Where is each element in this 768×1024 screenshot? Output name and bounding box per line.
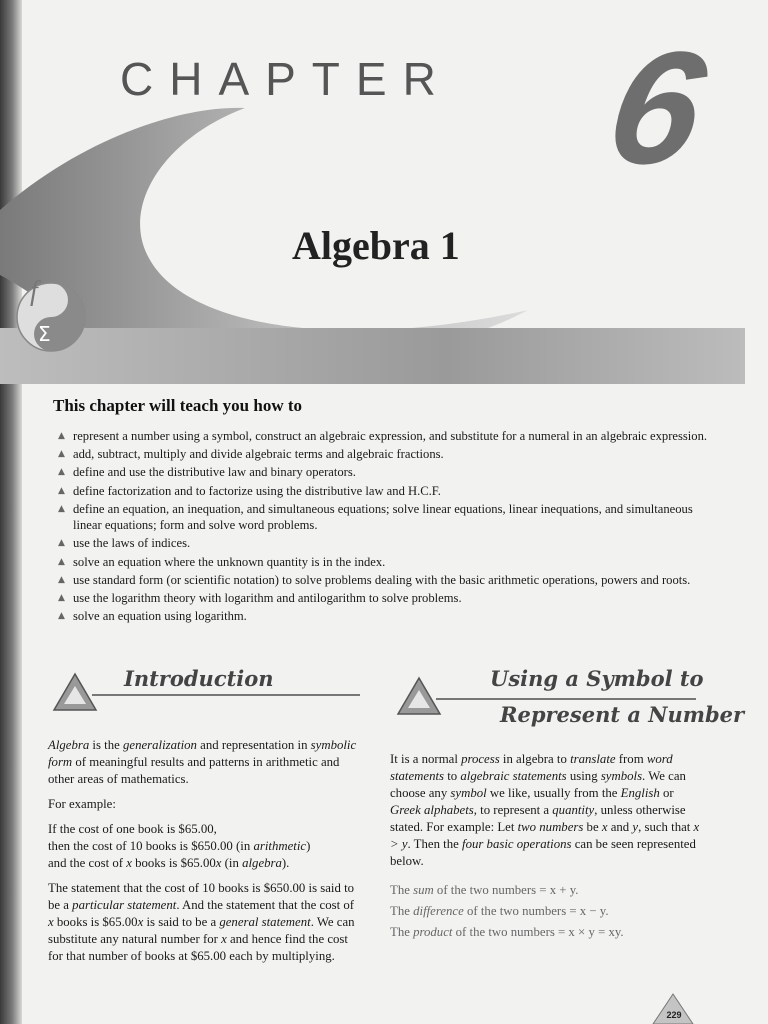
introduction-triangle-icon [52,672,98,712]
operation-line: The difference of the two numbers = x − y. [390,904,609,918]
objective-item: ▲ represent a number using a symbol, construct an algebraic expression, and substitute for a numeral in an algebraic expression. [58,428,708,444]
symbol-section-paragraph: It is a normal process in algebra to translate from word statements to algebraic statements using symbols. We can choose any symbol we like, usually from the English or Greek alphabets, to represent a quantity, unless otherwise stated. For example: Let two numbers be x and y, such that x > y. Then the four basic operations can be seen represented below. [390,752,700,868]
introduction-body [48,737,358,973]
example-statements: If the cost of one book is $65.00, then the cost of 10 books is $650.00 (in arithmetic) and the cost of x books is $65.00x (in algebra). [48,822,311,870]
objective-item: ▲ use the logarithm theory with logarithm and antilogarithm to solve problems. [58,590,708,606]
objective-item: ▲ solve an equation where the unknown quantity is in the index. [58,554,708,570]
objective-item: ▲ define factorization and to factorize using the distributive law and H.C.F. [58,483,708,499]
objectives-heading: This chapter will teach you how to [53,396,303,415]
introduction-paragraph: Algebra is the generalization and representation in symbolic form of meaningful results and patterns in arithmetic and other areas of mathematics. [48,738,357,786]
sigma-icon: Σ [38,322,51,346]
objective-item: ▲ define an equation, an inequation, and simultaneous equations; solve linear equations, linear inequations, and simultaneous linear equations; form and solve word problems. [58,501,708,534]
symbol-section-body [390,751,700,941]
statement-paragraph: The statement that the cost of 10 books is $650.00 is said to be a particular statement. And the statement that the cost of x books is $65.00x is said to be a general statement. We can substitute any natural number for x and hence find the cost for that number of books at $65.00 each by multiplying. [48,881,355,963]
chapter-label: CHAPTER [120,53,452,105]
math-symbol-icon [14,272,88,362]
objective-item: ▲ solve an equation using logarithm. [58,608,708,624]
objective-item: ▲ use the laws of indices. [58,535,708,551]
objective-item: ▲ use standard form (or scientific notation) to solve problems dealing with the basic arithmetic operations, powers and roots. [58,572,708,588]
operation-line: The sum of the two numbers = x + y. [390,883,579,897]
page-number: 229 [666,1010,682,1020]
introduction-heading: Introduction [124,666,274,691]
objective-item: ▲ define and use the distributive law and binary operators. [58,464,708,480]
symbol-section-triangle-icon [396,676,442,716]
symbol-section-rule [436,698,696,700]
symbol-section-heading-line1: Using a Symbol to [490,666,704,691]
for-example-label: For example: [48,797,116,811]
function-f-icon: f [30,276,38,307]
chapter-header-band [0,328,745,384]
objectives-list [58,428,708,626]
symbol-section-heading-line2: Represent a Number [500,702,745,727]
operation-line: The product of the two numbers = x × y = xy. [390,925,624,939]
introduction-rule [92,694,360,696]
chapter-number: 6 [596,18,717,197]
objective-item: ▲ add, subtract, multiply and divide algebraic terms and algebraic fractions. [58,446,708,462]
chapter-title: Algebra 1 [292,223,460,268]
